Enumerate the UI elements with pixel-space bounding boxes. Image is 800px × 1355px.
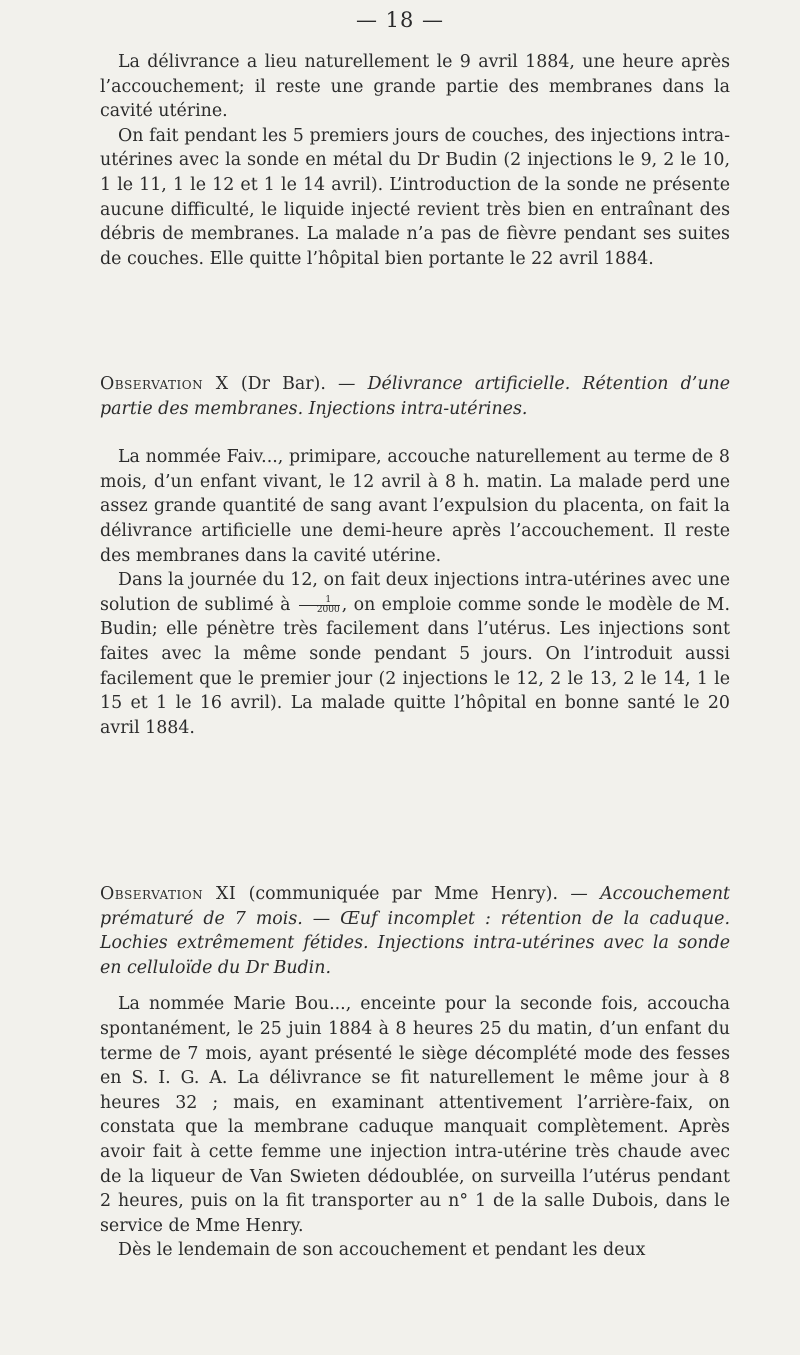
opening-paragraphs (100, 50, 730, 271)
observation-author: (communiquée par Mme Henry). (248, 884, 558, 904)
observation-label: Observation XI (100, 884, 237, 904)
observation-x-heading (100, 372, 730, 421)
observation-title: — Délivrance artificielle. Rétention d’une partie des membranes. Injections intra-utérines. (100, 374, 731, 419)
paragraph-part: , on emploie comme sonde le modèle de M. Budin; elle pénètre très facilement dans l’utérus. Les injections sont faites avec la même sonde pendant 5 jours. On l’introduit aussi facilement que le premier jour (2 injections le 12, 2 le 13, 2 le 14, 1 le 15 et 1 le 16 avril). La malade quitte l’hôpital en bonne santé le 20 avril 1884. (100, 594, 731, 738)
observation-xi-heading (100, 882, 730, 980)
paragraph (100, 568, 730, 740)
fraction-numerator: 1 (299, 596, 340, 606)
observation-label: Observation X (100, 374, 229, 394)
paragraph-part: Dans la journée du 12, on fait deux injections intra-utérines avec une solution de sublimé à (100, 570, 730, 615)
paragraph: Dès le lendemain de son accouchement et pendant les deux (118, 1240, 646, 1261)
observation-x (100, 372, 730, 740)
paragraph: La nommée Marie Bou..., enceinte pour la seconde fois, accoucha spontanément, le 25 juin 1884 à 8 heures 25 du matin, d’un enfant du terme de 7 mois, ayant présenté le siège décomplété mode des fesses en S. I. G. A. La délivrance se fit naturellement le même jour à 8 heures 32 ; mais, en examinant attentivement l’arrière-faix, on constata que la membrane caduque manquait complètement. Après avoir fait à cette femme une injection intra-utérine très chaude avec de la liqueur de Van Swieten dédoublée, on surveilla l’utérus pendant 2 heures, puis on la fit transporter au n° 1 de la salle Dubois, dans le service de Mme Henry. (100, 994, 730, 1236)
observation-xi (100, 882, 730, 1263)
observation-author: (Dr Bar). (240, 374, 326, 394)
paragraph: La nommée Faiv..., primipare, accouche naturellement au terme de 8 mois, d’un enfant vivant, le 12 avril à 8 h. matin. La malade perd une assez grande quantité de sang avant l’expulsion du placenta, on fait la délivrance artificielle une demi-heure après l’accouchement. Il reste des membranes dans la cavité utérine. (100, 447, 730, 566)
fraction-denominator: 2000 (316, 604, 340, 615)
fraction (299, 596, 340, 615)
paragraph: La délivrance a lieu naturellement le 9 avril 1884, une heure après l’accouchement; il reste une grande partie des membranes dans la cavité utérine. (100, 52, 730, 122)
paragraph: On fait pendant les 5 premiers jours de couches, des injections intra-utérines avec la sonde en métal du Dr Budin (2 injections le 9, 2 le 10, 1 le 11, 1 le 12 et 1 le 14 avril). L’introduction de la sonde ne présente aucune difficulté, le liquide injecté revient très bien en entraînant des débris de membranes. La malade n’a pas de fièvre pendant ses suites de couches. Elle quitte l’hôpital bien portante le 22 avril 1884. (100, 125, 730, 269)
observation-title: — Accouchement prématuré de 7 mois. — Œuf incomplet : rétention de la caduque. Lochies extrêmement fétides. Injections intra-utérines avec la sonde en celluloïde du Dr Budin. (100, 884, 731, 978)
page-number: — 18 — (355, 8, 445, 32)
